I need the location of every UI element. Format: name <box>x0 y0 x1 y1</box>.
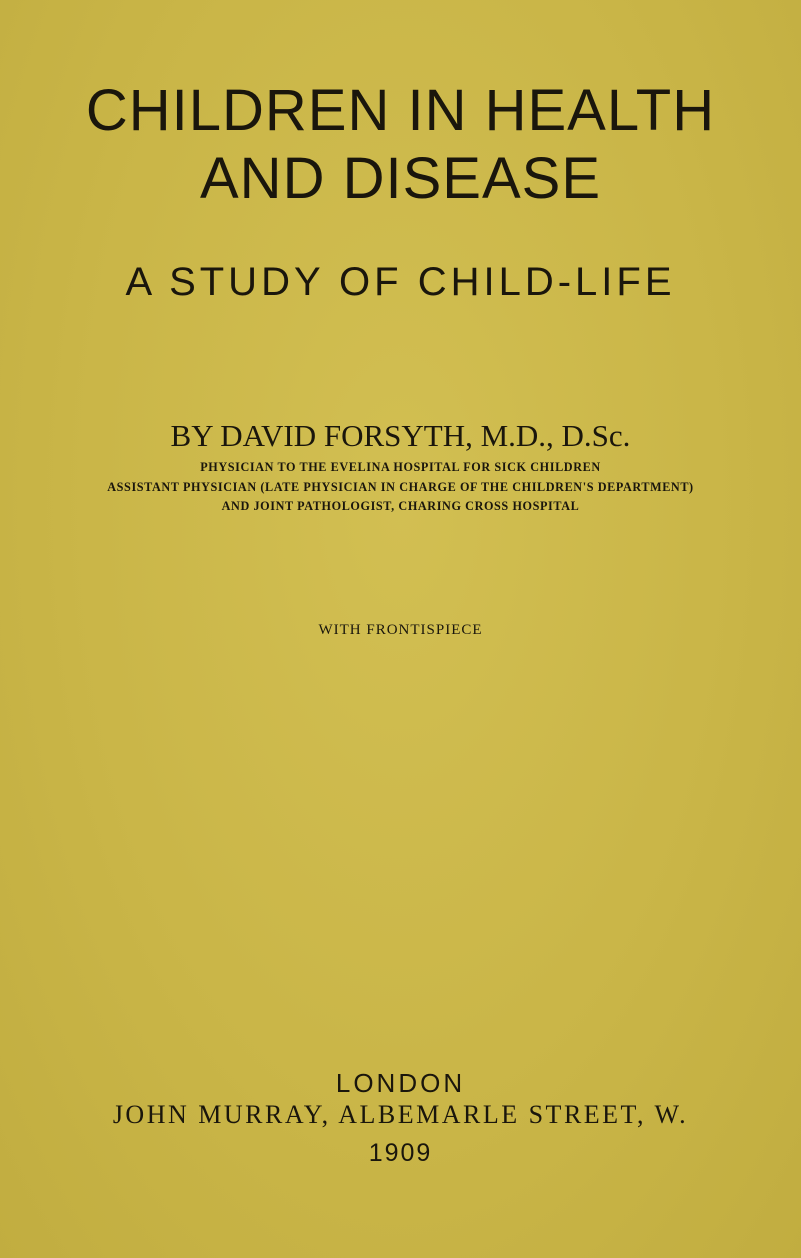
title-line-1: CHILDREN IN HEALTH <box>85 78 716 143</box>
frontispiece-note: WITH FRONTISPIECE <box>318 622 483 638</box>
imprint-year: 1909 <box>368 1139 433 1167</box>
credential-line: AND JOINT PATHOLOGIST, CHARING CROSS HOSPITAL <box>221 499 580 513</box>
author-line: BY DAVID FORSYTH, M.D., D.Sc. <box>170 418 631 453</box>
credential-line: ASSISTANT PHYSICIAN (LATE PHYSICIAN IN CHARGE OF THE CHILDREN'S DEPARTMENT) <box>107 480 694 494</box>
imprint-publisher: JOHN MURRAY, ALBEMARLE STREET, W. <box>112 1100 689 1129</box>
credential-line: PHYSICIAN TO THE EVELINA HOSPITAL FOR SICK CHILDREN <box>200 460 601 474</box>
imprint-place: LONDON <box>335 1068 466 1098</box>
subtitle: A STUDY OF CHILD-LIFE <box>125 260 676 304</box>
title-line-2: AND DISEASE <box>200 146 601 211</box>
